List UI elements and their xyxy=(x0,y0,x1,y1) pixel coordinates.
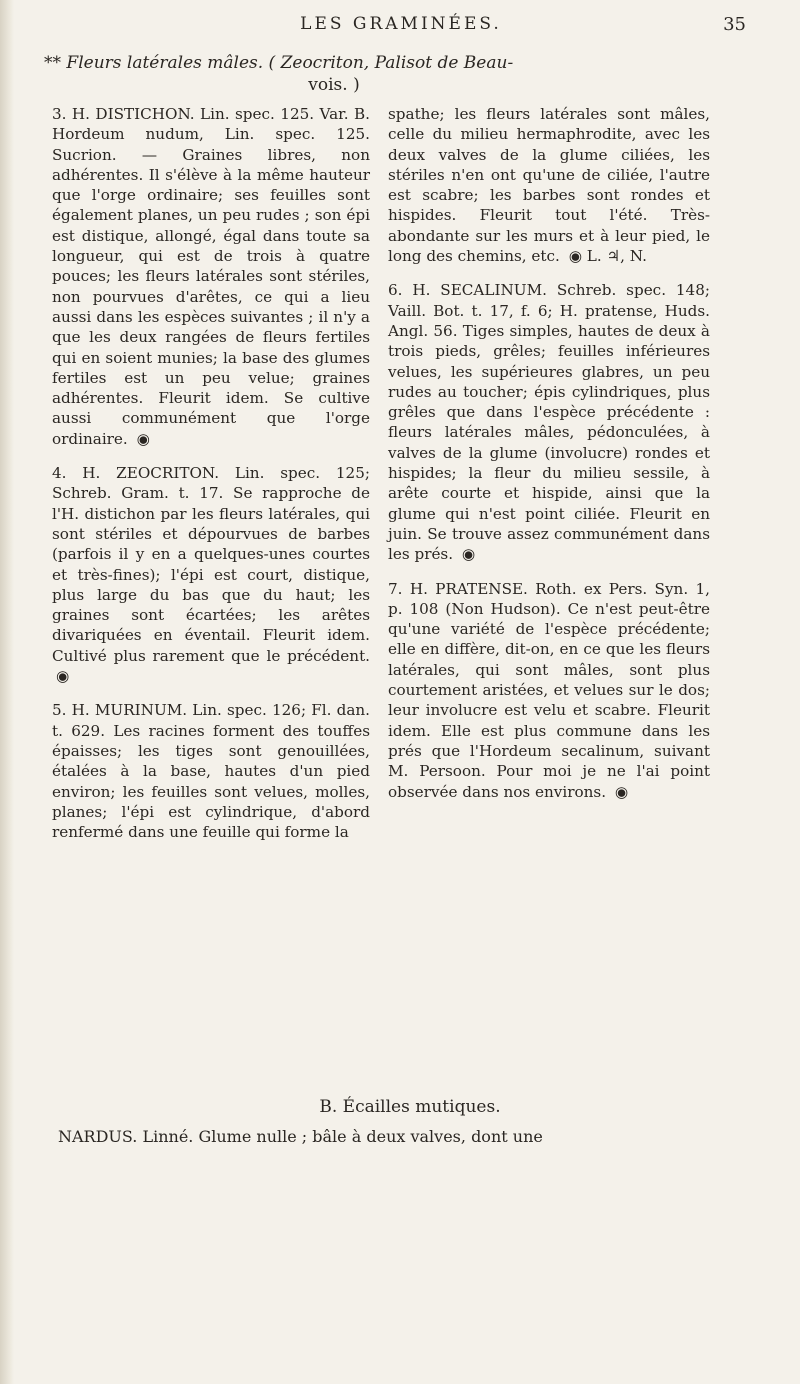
entry-text: 7. H. PRATENSE. Roth. ex Pers. Syn. 1, p. 108 (Non Hudson). Ce n'est peut-être qu'une variété de l'espèce précédente; elle en diffère, dit-on, en ce que les fleurs latérales, qui sont mâles, sont plus courtement aristées, et velues sur le dos; leur involucre est velu et scabre. Fleurit idem. Elle est plus commune dans les prés que l'Hordeum secalinum, suivant M. Persoon. Pour moi je ne l'ai point observée dans nos environs. xyxy=(388,579,710,801)
perennial-mark: ◉ xyxy=(136,429,150,448)
page-binding-edge xyxy=(0,0,14,1384)
perennial-mark: ◉ xyxy=(56,667,70,686)
right-column xyxy=(388,104,710,816)
final-line xyxy=(58,1127,778,1147)
page-header xyxy=(56,14,746,40)
entry-text: 4. H. ZEOCRITON. Lin. spec. 125; Schreb. Gram. t. 17. Se rapproche de l'H. distichon par les fleurs latérales, qui sont stériles et dépourvues de barbes (parfois il y en a quelques-unes courtes et très-fines); l'épi est court, distique, plus large du bas que du haut; les graines sont écartées; les arêtes divariquées en éventail. Fleurit idem. Cultivé plus rarement que le précédent. xyxy=(52,464,370,665)
perennial-mark: ◉ xyxy=(461,545,476,564)
entry-text: 5. H. MURINUM. Lin. spec. 126; Fl. dan. t. 629. Les racines forment des touffes épaisses; les tiges sont genouillées, étalées à la base, hautes d'un pied environ; les feuilles sont velues, molles, planes; l'épi est cylindrique, d'abord renfermé dans une feuille qui forme la xyxy=(52,701,370,842)
running-title: LES GRAMINÉES. xyxy=(300,14,502,34)
subsection-heading-text: B. Écailles mutiques. xyxy=(319,1097,501,1117)
section-heading xyxy=(44,52,744,96)
left-column xyxy=(52,104,370,856)
subsection-heading xyxy=(60,1097,760,1117)
species-entry xyxy=(52,700,370,842)
species-entry xyxy=(52,463,370,686)
species-entry xyxy=(388,104,710,266)
section-heading-line-1: ** Fleurs latérales mâles. ( Zeocriton, Palisot de Beau- xyxy=(44,53,514,73)
entry-text: spathe; les fleurs latérales sont mâles, celle du milieu hermaphrodite, avec les deux valves de la glume ciliées, les stériles n'en ont qu'une de ciliée, l'autre est scabre; les barbes sont rondes et hispides. Fleurit tout l'été. Très-abondante sur les murs et à leur pied, le long des chemins, etc. xyxy=(388,105,710,266)
entry-text: 6. H. SECALINUM. Schreb. spec. 148; Vaill. Bot. t. 17, f. 6; H. pratense, Huds. Angl. 56. Tiges simples, hautes de deux à trois pieds, grêles; feuilles inférieures velues, les supérieures glabres, un peu rudes au toucher; épis cylindriques, plus grêles que dans l'espèce précédente : fleurs latérales mâles, pédonculées, à valves de la glume (involucre) rondes et hispides; la fleur du milieu sessile, à arête courte et hispide, ainsi que la glume qui n'est point ciliée. Fleurit en juin. Se trouve assez communément dans les prés. xyxy=(388,281,710,564)
final-line-text: NARDUS. Linné. Glume nulle ; bâle à deux valves, dont une xyxy=(58,1127,543,1146)
species-entry xyxy=(388,579,710,802)
entry-text: 3. H. DISTICHON. Lin. spec. 125. Var. B. Hordeum nudum, Lin. spec. 125. Sucrion. — Graines libres, non adhérentes. Il s'élève à la même hauteur que l'orge ordinaire; ses feuilles sont également planes, un peu rudes ; son épi est distique, allongé, égal dans toute sa longueur, qui est de trois à quatre pouces; les fleurs latérales sont stériles, non pourvues d'arêtes, ce qui a lieu aussi dans les espèces suivantes ; il n'y a que les deux rangées de fleurs fertiles qui en soient munies; la base des glumes fertiles est un peu velue; graines adhérentes. Fleurit idem. Se cultive aussi communément que l'orge ordinaire. xyxy=(52,105,370,448)
section-heading-line-2: vois. ) xyxy=(308,75,360,95)
locality-mark: ◉ L. ♃, N. xyxy=(568,247,647,266)
species-entry xyxy=(52,104,370,449)
species-entry xyxy=(388,280,710,564)
page-number: 35 xyxy=(723,14,746,35)
perennial-mark: ◉ xyxy=(614,782,629,801)
